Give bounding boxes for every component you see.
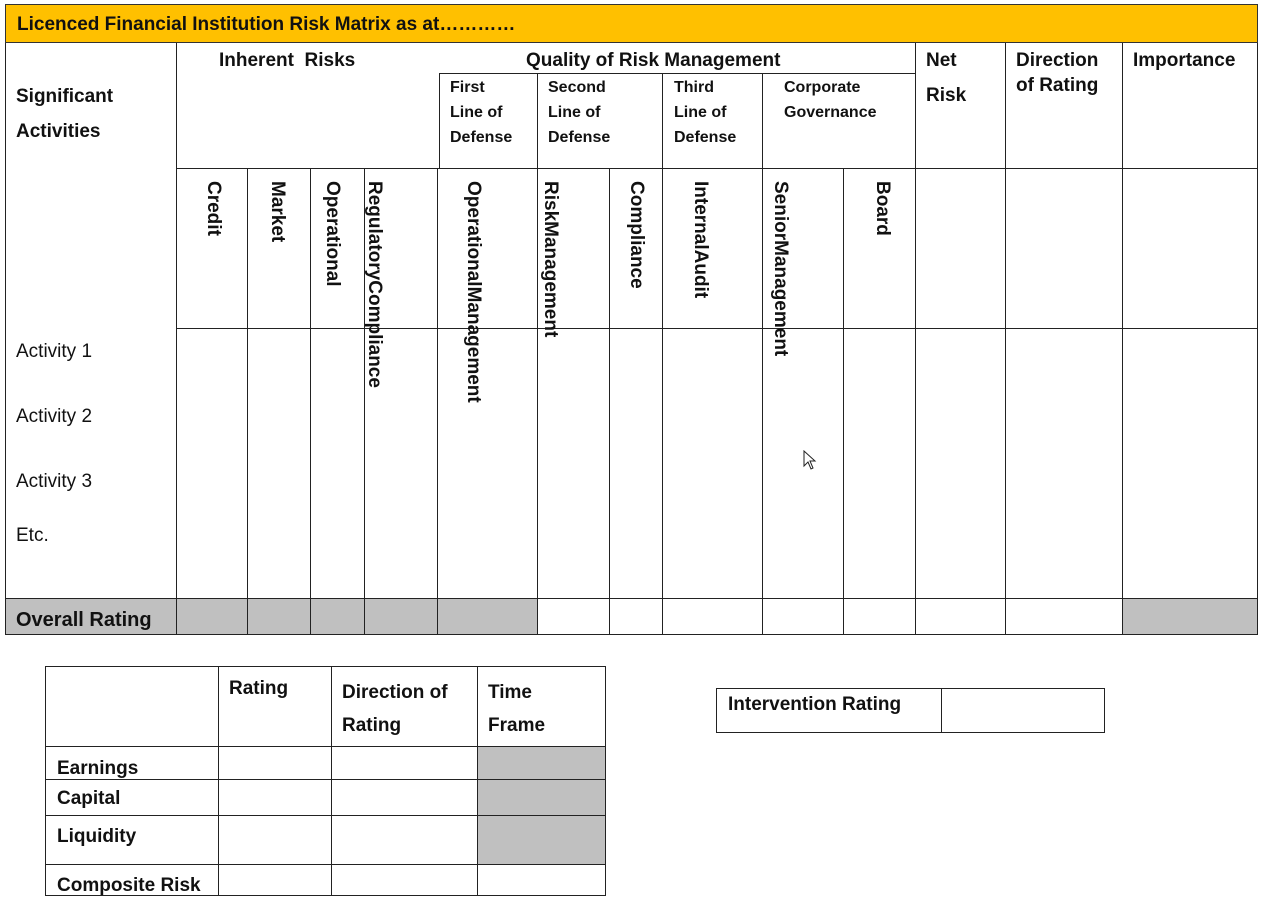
summary-row-liquidity: Liquidity — [57, 826, 137, 847]
first-line-header: First Line of Defense — [450, 79, 513, 146]
intervention-rating-label: Intervention Rating — [728, 694, 902, 715]
summary-rating-header: Rating — [229, 678, 289, 699]
inherent-risks-header: Inherent Risks — [219, 50, 356, 71]
corporate-governance-header: Corporate Governance — [784, 79, 877, 121]
importance-header: Importance — [1133, 50, 1236, 71]
quality-risk-management-header: Quality of Risk Management — [526, 50, 781, 71]
activity-3-label: Activity 3 — [16, 471, 93, 492]
activity-2-label: Activity 2 — [16, 406, 93, 427]
intervention-rating-value[interactable] — [952, 692, 1092, 722]
col-board: Board — [872, 181, 893, 236]
net-risk-header: Net Risk — [926, 50, 967, 106]
overall-rating-shade-inherent — [176, 598, 538, 635]
col-credit: Credit — [203, 181, 224, 236]
col-risk-management: RiskManagement — [540, 181, 561, 338]
summary-direction-header: Direction of Rating — [342, 682, 448, 736]
col-operational-management: OperationalManagement — [463, 181, 484, 403]
summary-row-composite-risk: Composite Risk — [57, 875, 201, 896]
col-internal-audit: InternalAudit — [690, 181, 711, 299]
summary-time-frame-header: Time Frame — [488, 682, 546, 736]
overall-rating-label: Overall Rating — [16, 609, 152, 631]
time-frame-shade — [477, 746, 605, 864]
direction-of-rating-header: Direction of Rating — [1016, 50, 1099, 96]
second-line-header: Second Line of Defense — [548, 79, 611, 146]
col-operational: Operational — [322, 181, 343, 287]
matrix-title: Licenced Financial Institution Risk Matrix as at………… — [5, 4, 1258, 43]
col-compliance: Compliance — [626, 181, 647, 289]
third-line-header: Third Line of Defense — [674, 79, 737, 146]
overall-rating-shade-importance — [1122, 598, 1258, 635]
activity-1-label: Activity 1 — [16, 341, 93, 362]
summary-row-capital: Capital — [57, 788, 121, 809]
summary-row-earnings: Earnings — [57, 758, 139, 779]
mouse-cursor-icon — [803, 450, 817, 470]
significant-activities-header: Significant Activities — [16, 86, 114, 142]
col-regulatory-compliance: RegulatoryCompliance — [364, 181, 385, 388]
col-market: Market — [267, 181, 288, 243]
activity-etc-label: Etc. — [16, 525, 49, 546]
col-senior-management: SeniorManagement — [770, 181, 791, 357]
